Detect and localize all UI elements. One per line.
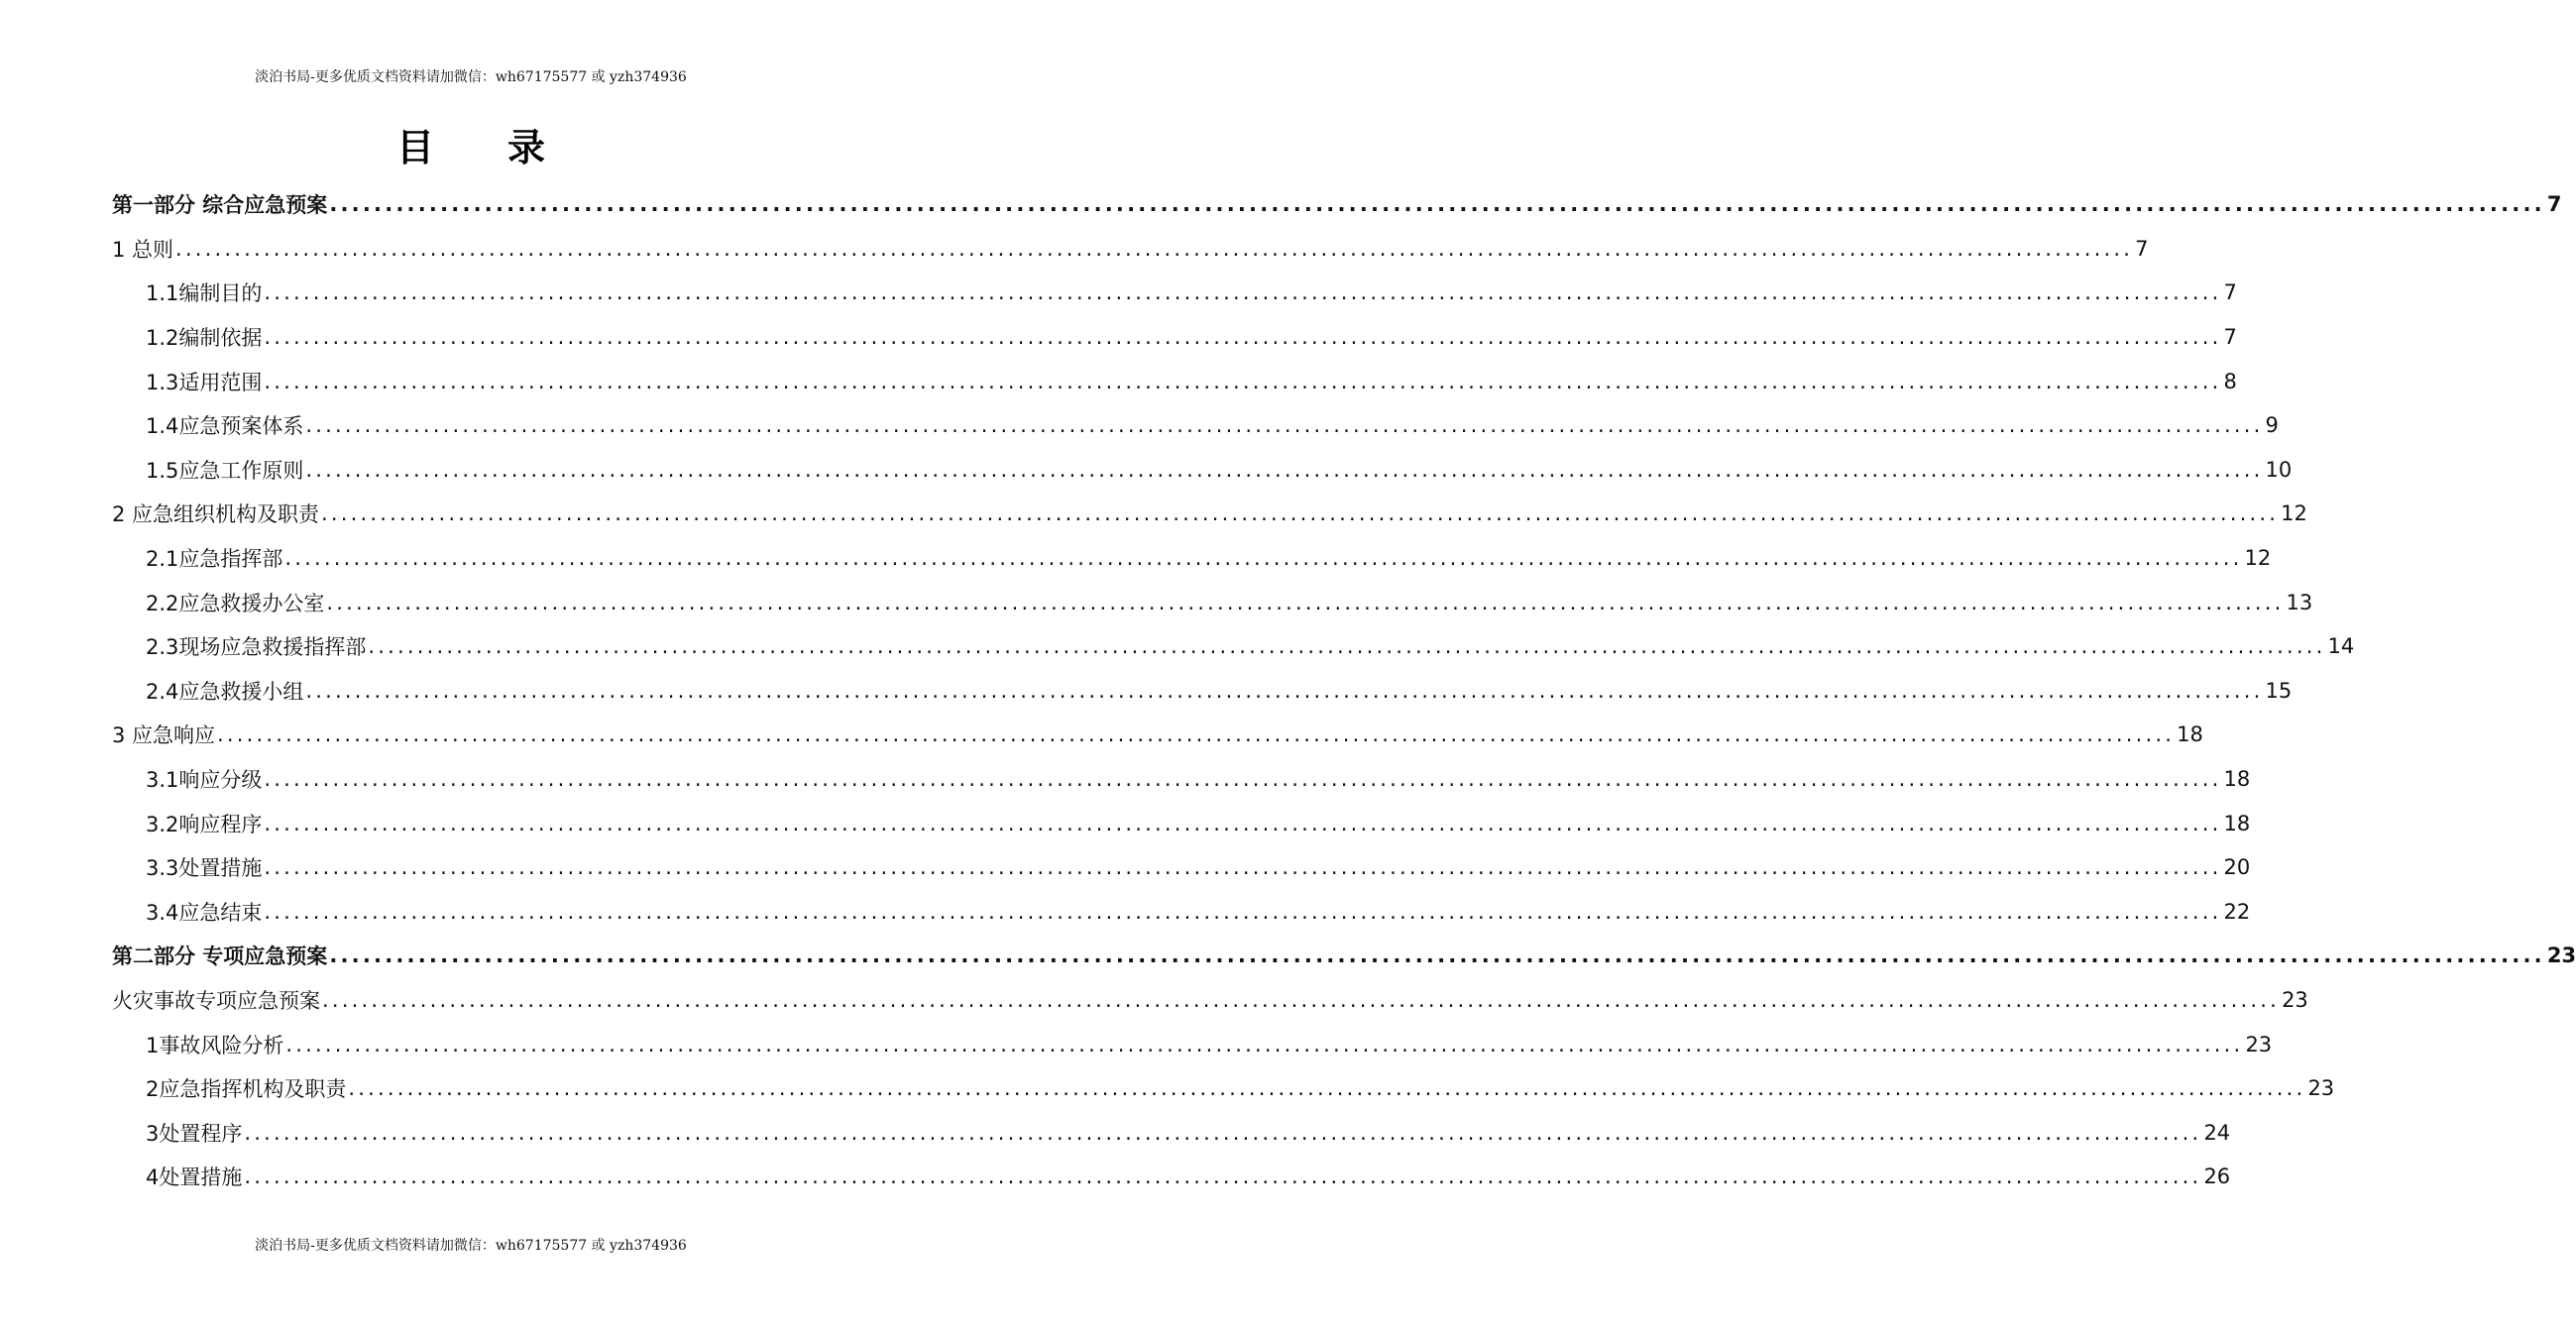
- toc-entry[interactable]: [112, 713, 2203, 757]
- toc-entry-page-number: 12: [2281, 501, 2307, 526]
- toc-entry[interactable]: [112, 1066, 2335, 1111]
- toc-entry-label: 3.4应急结束: [146, 900, 263, 925]
- toc-entry-page-number: 7: [2135, 236, 2149, 261]
- toc-entry[interactable]: [112, 448, 2293, 493]
- toc-entry-label: 2应急指挥机构及职责: [146, 1077, 347, 1102]
- toc-entry-page-number: 23: [2282, 987, 2308, 1012]
- toc-entry-page-number: 23: [2245, 1032, 2273, 1056]
- title-right-char: 录: [507, 126, 546, 169]
- toc-entry[interactable]: [112, 492, 2307, 536]
- toc-entry-page-number: 8: [2223, 369, 2237, 393]
- toc-leader-dots: ........................................................................................................................................................................................................: [329, 192, 2545, 217]
- toc-entry-label: 1.5应急工作原则: [146, 458, 304, 483]
- toc-entry[interactable]: [112, 1110, 2231, 1155]
- toc-entry-label: 2.1应急指挥部: [146, 547, 283, 572]
- toc-entry-page-number: 15: [2265, 678, 2293, 703]
- toc-entry-page-number: 12: [2244, 546, 2272, 571]
- toc-leader-dots: ........................................................................................................................................................................................................: [264, 767, 2222, 792]
- toc-entry-page-number: 10: [2265, 457, 2293, 482]
- toc-entry-page-number: 22: [2223, 899, 2251, 924]
- title-left-char: 目: [395, 126, 434, 169]
- toc-leader-dots: ........................................................................................................................................................................................................: [305, 678, 2264, 703]
- toc-leader-dots: ........................................................................................................................................................................................................: [326, 590, 2285, 614]
- toc-leader-dots: ........................................................................................................................................................................................................: [264, 811, 2222, 835]
- toc-entry[interactable]: [112, 227, 2149, 272]
- toc-entry[interactable]: [112, 1022, 2273, 1066]
- toc-entry[interactable]: [112, 934, 2576, 978]
- toc-entry-page-number: 9: [2265, 413, 2279, 438]
- page-footer-note: 淡泊书局-更多优质文档资料请加微信：wh67175577 或 yzh374936: [255, 1238, 687, 1254]
- toc-leader-dots: ........................................................................................................................................................................................................: [285, 1032, 2244, 1056]
- toc-leader-dots: ........................................................................................................................................................................................................: [264, 369, 2222, 393]
- toc-leader-dots: ........................................................................................................................................................................................................: [329, 944, 2545, 968]
- toc-entry-label: 3.3处置措施: [146, 856, 263, 881]
- toc-entry[interactable]: [112, 757, 2251, 802]
- toc-entry-label: 3.2响应程序: [146, 812, 263, 836]
- toc-leader-dots: ........................................................................................................................................................................................................: [244, 1120, 2202, 1145]
- toc-entry-label: 3 应急响应: [112, 723, 216, 748]
- toc-entry[interactable]: [112, 182, 2562, 227]
- toc-entry-label: 4处置措施: [146, 1166, 243, 1190]
- toc-entry-label: 1.3适用范围: [146, 370, 263, 394]
- toc-leader-dots: ........................................................................................................................................................................................................: [264, 899, 2222, 924]
- toc-entry[interactable]: [112, 890, 2251, 935]
- toc-leader-dots: ........................................................................................................................................................................................................: [284, 546, 2243, 571]
- toc-entry[interactable]: [112, 669, 2293, 714]
- toc-entry[interactable]: [112, 1155, 2231, 1199]
- toc-entry-label: 2 应急组织机构及职责: [112, 502, 320, 527]
- toc-entry-page-number: 7: [2223, 325, 2237, 350]
- table-of-contents: [112, 182, 2576, 1199]
- toc-entry-label: 1.1编制目的: [146, 281, 263, 306]
- toc-entry-label: 1.4应急预案体系: [146, 414, 304, 439]
- toc-entry-page-number: 26: [2203, 1165, 2231, 1189]
- toc-entry-label: 第一部分 综合应急预案: [112, 193, 328, 218]
- page-title: [0, 117, 942, 171]
- toc-leader-dots: ........................................................................................................................................................................................................: [305, 457, 2264, 482]
- toc-entry-page-number: 14: [2327, 634, 2355, 659]
- toc-entry-page-number: 13: [2286, 590, 2313, 614]
- toc-leader-dots: ........................................................................................................................................................................................................: [305, 413, 2264, 438]
- toc-entry-page-number: 24: [2203, 1120, 2231, 1145]
- toc-leader-dots: ........................................................................................................................................................................................................: [264, 855, 2222, 880]
- toc-entry-page-number: 20: [2223, 855, 2251, 880]
- toc-entry-label: 第二部分 专项应急预案: [112, 944, 328, 969]
- toc-entry[interactable]: [112, 845, 2251, 890]
- toc-leader-dots: ........................................................................................................................................................................................................: [175, 236, 2134, 261]
- toc-entry-page-number: 23: [2546, 944, 2576, 968]
- toc-leader-dots: ........................................................................................................................................................................................................: [368, 634, 2326, 659]
- toc-entry[interactable]: [112, 536, 2272, 581]
- toc-leader-dots: ........................................................................................................................................................................................................: [264, 325, 2222, 350]
- toc-entry-page-number: 18: [2223, 811, 2251, 835]
- toc-entry-page-number: 18: [2177, 722, 2203, 747]
- toc-leader-dots: ........................................................................................................................................................................................................: [217, 722, 2176, 747]
- toc-entry-label: 3.1响应分级: [146, 768, 263, 793]
- toc-entry-label: 1.2编制依据: [146, 326, 263, 351]
- toc-leader-dots: ........................................................................................................................................................................................................: [244, 1165, 2202, 1189]
- toc-leader-dots: ........................................................................................................................................................................................................: [264, 280, 2222, 305]
- toc-entry[interactable]: [112, 315, 2237, 360]
- toc-leader-dots: ........................................................................................................................................................................................................: [348, 1076, 2306, 1101]
- toc-entry-page-number: 18: [2223, 767, 2251, 792]
- toc-entry-page-number: 7: [2223, 280, 2237, 305]
- toc-entry-label: 火灾事故专项应急预案: [112, 988, 320, 1013]
- toc-entry[interactable]: [112, 403, 2279, 448]
- toc-leader-dots: ........................................................................................................................................................................................................: [322, 987, 2281, 1012]
- toc-entry-page-number: 23: [2307, 1076, 2335, 1101]
- toc-entry-page-number: 7: [2546, 192, 2562, 217]
- toc-entry-label: 2.2应急救援办公室: [146, 591, 325, 615]
- toc-entry[interactable]: [112, 359, 2237, 403]
- toc-entry[interactable]: [112, 801, 2251, 845]
- toc-entry[interactable]: [112, 580, 2313, 624]
- toc-entry[interactable]: [112, 271, 2237, 315]
- toc-entry-label: 1事故风险分析: [146, 1033, 284, 1057]
- toc-entry-label: 2.3现场应急救援指挥部: [146, 635, 367, 660]
- toc-leader-dots: ........................................................................................................................................................................................................: [321, 501, 2280, 526]
- toc-entry[interactable]: [112, 624, 2355, 669]
- toc-entry[interactable]: [112, 978, 2308, 1023]
- toc-entry-label: 2.4应急救援小组: [146, 679, 304, 704]
- toc-entry-label: 3处置程序: [146, 1121, 243, 1146]
- toc-entry-label: 1 总则: [112, 237, 174, 262]
- page-header-note: 淡泊书局-更多优质文档资料请加微信：wh67175577 或 yzh374936: [255, 69, 687, 85]
